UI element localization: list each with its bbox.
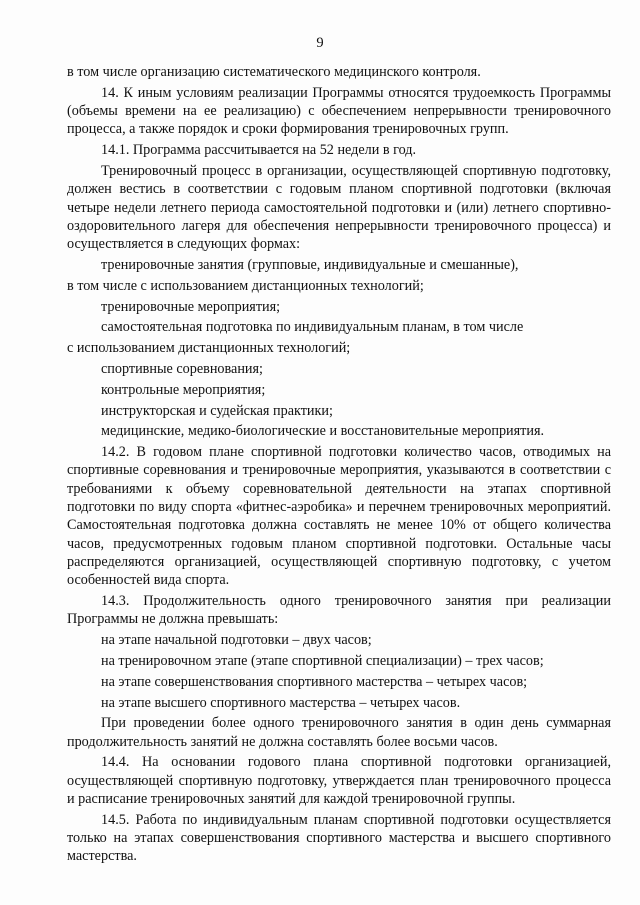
list-item-instructor-practice: инструкторская и судейская практики; <box>101 402 333 419</box>
list-item-continuation: в том числе с использованием дистанционных технологий; <box>67 277 424 294</box>
list-item-self-training: самостоятельная подготовка по индивидуальным планам, в том числе <box>101 319 524 336</box>
list-item-competitions: спортивные соревнования; <box>101 360 263 377</box>
document-body <box>67 63 611 868</box>
paragraph-multiple-sessions: При проведении более одного тренировочного занятия в один день суммарная продолжительность занятий не должна составлять более восьми часов. <box>67 715 611 750</box>
paragraph-14-4: 14.4. На основании годового плана спортивной подготовки организацией, осуществляющей спортивную подготовку, утверждается план тренировочного процесса и расписание тренировочных занятий для каждой тренировочной группы. <box>67 754 611 807</box>
page-number: 9 <box>316 35 324 51</box>
list-item-initial-stage: на этапе начальной подготовки – двух часов; <box>101 632 372 649</box>
paragraph-14: 14. К иным условиям реализации Программы относятся трудоемкость Программы (объемы времени на ее реализацию) с обеспечением непрерывности тренировочного процесса, а также порядок и сроки формирования тренировочных групп. <box>67 84 611 138</box>
list-item-higher-mastery-stage: на этапе высшего спортивного мастерства – четырех часов. <box>101 694 461 711</box>
paragraph-medical-control: в том числе организацию систематического медицинского контроля. <box>67 64 481 80</box>
paragraph-14-1: 14.1. Программа рассчитывается на 52 недели в год. <box>101 142 417 159</box>
list-item-control-events: контрольные мероприятия; <box>101 381 266 398</box>
list-item-medical-events: медицинские, медико-биологические и восстановительные мероприятия. <box>101 423 545 440</box>
paragraph-14-5: 14.5. Работа по индивидуальным планам спортивной подготовки осуществляется только на этапах совершенствования спортивного мастерства и высшего спортивного мастерства. <box>67 811 611 865</box>
paragraph-14-3: 14.3. Продолжительность одного тренировочного занятия при реализации Программы не должна превышать: <box>67 593 611 628</box>
list-item-continuation: с использованием дистанционных технологий; <box>67 340 351 357</box>
paragraph-training-process: Тренировочный процесс в организации, осуществляющей спортивную подготовку, должен вестись в соответствии с годовым планом спортивной подготовки (включая четыре недели летнего периода самостоятельной подготовки и (или) летнего спортивно-оздоровительного лагеря для обеспечения непрерывности тренировочного процесса) и осуществляется в следующих формах: <box>67 162 611 253</box>
list-item-improvement-stage: на этапе совершенствования спортивного мастерства – четырех часов; <box>101 673 528 690</box>
paragraph-14-2: 14.2. В годовом плане спортивной подготовки количество часов, отводимых на спортивные соревнования и тренировочные мероприятия, указываются в соответствии с требованиями к объему соревновательной деятельности на этапах спортивной подготовки по виду спорта «фитнес-аэробика» и перечнем тренировочных мероприятий. Самостоятельная подготовка должна составлять не менее 10% от общего количества часов, предусмотренных годовым планом спортивной подготовки. Остальные часы распределяются организацией, осуществляющей спортивную подготовку, с учетом особенностей вида спорта. <box>67 444 611 589</box>
list-item-training-stage: на тренировочном этапе (этапе спортивной специализации) – трех часов; <box>101 652 544 669</box>
list-item-training-events: тренировочные мероприятия; <box>101 298 281 315</box>
list-item-training-sessions: тренировочные занятия (групповые, индивидуальные и смешанные), <box>101 256 519 273</box>
